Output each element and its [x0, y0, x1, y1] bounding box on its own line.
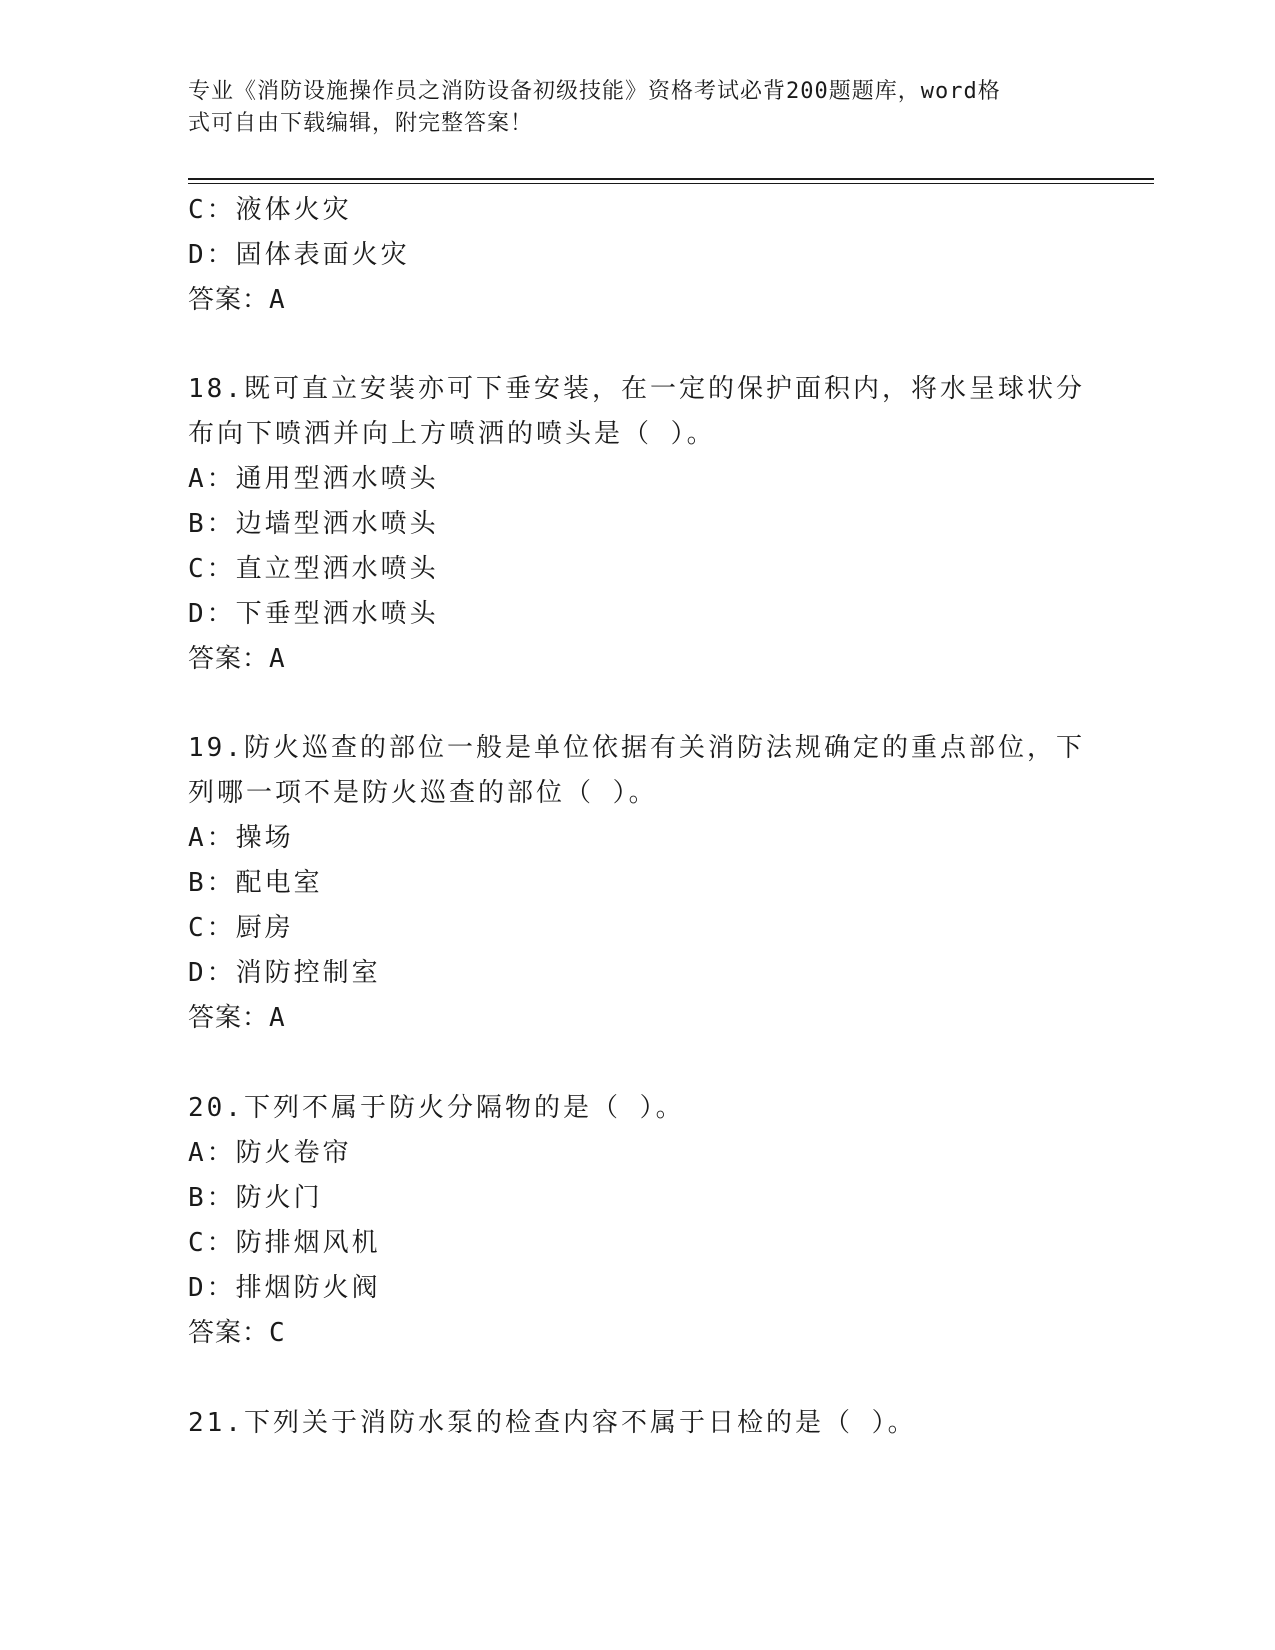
q18-stem-line-2: 布向下喷洒并向上方喷洒的喷头是（ ）。	[188, 419, 716, 449]
q19-option-b: B：配电室	[188, 868, 323, 898]
q21-stem-line-1: 21.下列关于消防水泵的检查内容不属于日检的是（ ）。	[188, 1408, 917, 1438]
q19-stem-line-1: 19.防火巡查的部位一般是单位依据有关消防法规确定的重点部位，下	[188, 733, 1085, 763]
header-divider-thin	[188, 183, 1154, 184]
q18-option-b: B：边墙型洒水喷头	[188, 509, 439, 539]
q19-option-d: D：消防控制室	[188, 958, 381, 988]
q20-option-d: D：排烟防火阀	[188, 1273, 381, 1303]
q19-option-c: C：厨房	[188, 913, 294, 943]
q18-option-c: C：直立型洒水喷头	[188, 554, 439, 584]
q19-answer: 答案：A	[188, 1003, 286, 1033]
q20-answer: 答案：C	[188, 1318, 286, 1348]
q20-option-a: A：防火卷帘	[188, 1138, 352, 1168]
header-line-2: 式可自由下载编辑，附完整答案！	[188, 111, 534, 136]
q17-answer: 答案：A	[188, 285, 286, 315]
q20-option-c: C：防排烟风机	[188, 1228, 381, 1258]
q18-stem-line-1: 18.既可直立安装亦可下垂安装，在一定的保护面积内，将水呈球状分	[188, 374, 1085, 404]
document-header	[188, 76, 1068, 140]
q17-option-d: D：固体表面火灾	[188, 240, 410, 270]
q20-option-b: B：防火门	[188, 1183, 323, 1213]
q17-option-c: C：液体火灾	[188, 195, 352, 225]
header-line-1: 专业《消防设施操作员之消防设备初级技能》资格考试必背200题题库，word格	[188, 79, 1001, 104]
q20-stem-line-1: 20.下列不属于防火分隔物的是（ ）。	[188, 1093, 685, 1123]
q19-stem-line-2: 列哪一项不是防火巡查的部位（ ）。	[188, 778, 658, 808]
q18-answer: 答案：A	[188, 644, 286, 674]
q19-option-a: A：操场	[188, 823, 294, 853]
q18-option-d: D：下垂型洒水喷头	[188, 599, 439, 629]
q18-option-a: A：通用型洒水喷头	[188, 464, 439, 494]
header-divider-thick	[188, 178, 1154, 180]
